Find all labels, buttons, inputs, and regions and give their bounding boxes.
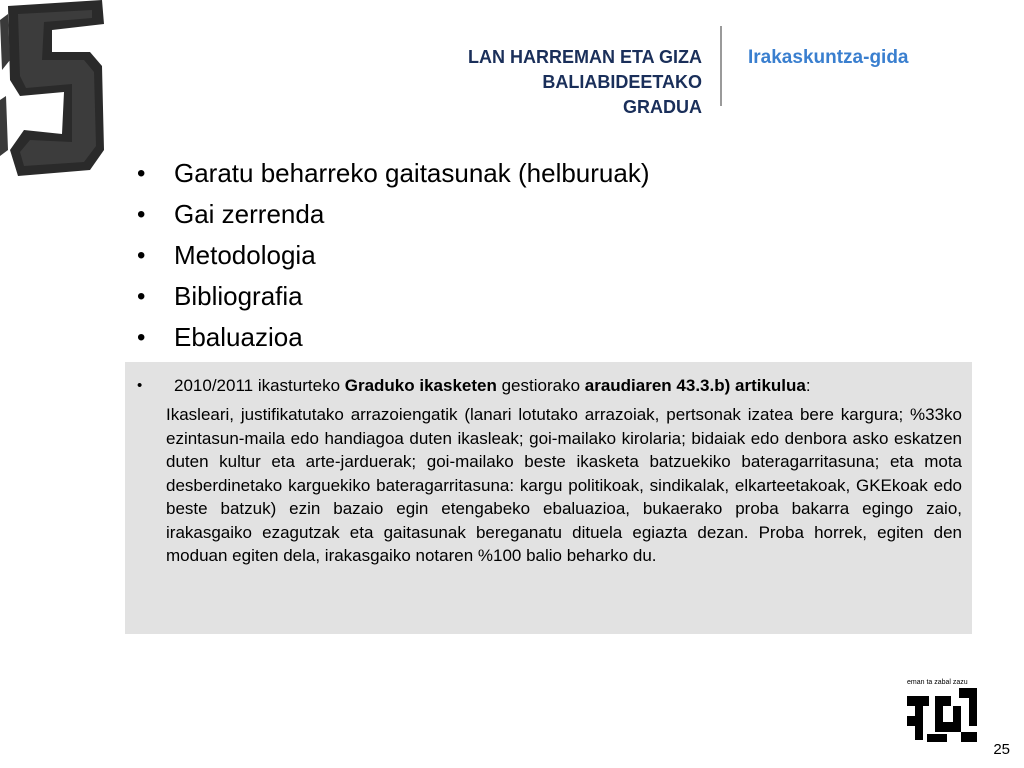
list-item-label: Gai zerrenda <box>174 199 325 229</box>
list-item-label: Metodologia <box>174 240 316 270</box>
university-logo <box>905 678 981 744</box>
header-title <box>322 45 702 120</box>
list-item <box>137 317 650 358</box>
note-intro-text <box>174 374 811 398</box>
guide-label: Irakaskuntza-gida <box>748 47 909 68</box>
list-item <box>137 235 650 276</box>
header-divider <box>720 26 722 106</box>
bullet-icon: • <box>137 324 146 351</box>
list-item-label: Ebaluazioa <box>174 322 303 352</box>
note-paragraph: Ikasleari, justifikatutako arrazoiengatik (lanari lotutako arrazoiak, pertsonak izatea bere kargura; %33ko ezintasun-maila edo handiagoa duten ikasleak; goi-mailako kirolaria; bidaiak edo denbora asko eskatzen duten kultur eta arte-jarduerak; goi-mailako beste ikasketa batzuekiko bateragarritasuna; eta mota desberdinetako karguekiko bateragarritasuna: kargu politikoak, sindikalak, elkarteetakoak, GKEkoak edo beste batzuk) ezin bazaio egin etengabeko ebaluazioa, bukaerako proba bakarra egingo zaio, irakasgaiko ezagutzak eta gaitasunak bereganatu dituela egiazta dezan. Proba horrek, egiten den moduan egiten dela, irakasgaiko notaren %100 balio beharko du. <box>166 405 962 565</box>
topics-list <box>137 153 650 358</box>
note-intro <box>137 374 811 398</box>
bullet-icon: • <box>137 377 143 394</box>
header-title-line: GRADUA <box>623 97 702 117</box>
chapter-number-graphic <box>0 0 110 180</box>
note-intro-bold-regulation: Graduko ikasketen <box>344 376 497 395</box>
bullet-icon: • <box>137 242 146 269</box>
note-intro-mid: gestiorako <box>496 376 585 395</box>
university-emblem-icon <box>905 686 981 744</box>
note-intro-suffix: : <box>805 376 811 395</box>
bullet-icon: • <box>137 201 146 228</box>
list-item <box>137 194 650 235</box>
note-intro-bold-article: araudiaren 43.3.b) artikulua <box>584 376 806 395</box>
list-item <box>137 276 650 317</box>
header-title-line: LAN HARREMAN ETA GIZA <box>468 47 702 67</box>
list-item <box>137 153 650 194</box>
list-item-label: Bibliografia <box>174 281 303 311</box>
list-item-label: Garatu beharreko gaitasunak (helburuak) <box>174 158 650 188</box>
logo-tagline: eman ta zabal zazu <box>907 679 968 686</box>
note-intro-prefix: 2010/2011 ikasturteko <box>174 376 345 395</box>
bullet-icon: • <box>137 160 146 187</box>
bullet-icon: • <box>137 283 146 310</box>
header-title-line: BALIABIDEETAKO <box>542 72 702 92</box>
page-number: 25 <box>993 741 1010 758</box>
